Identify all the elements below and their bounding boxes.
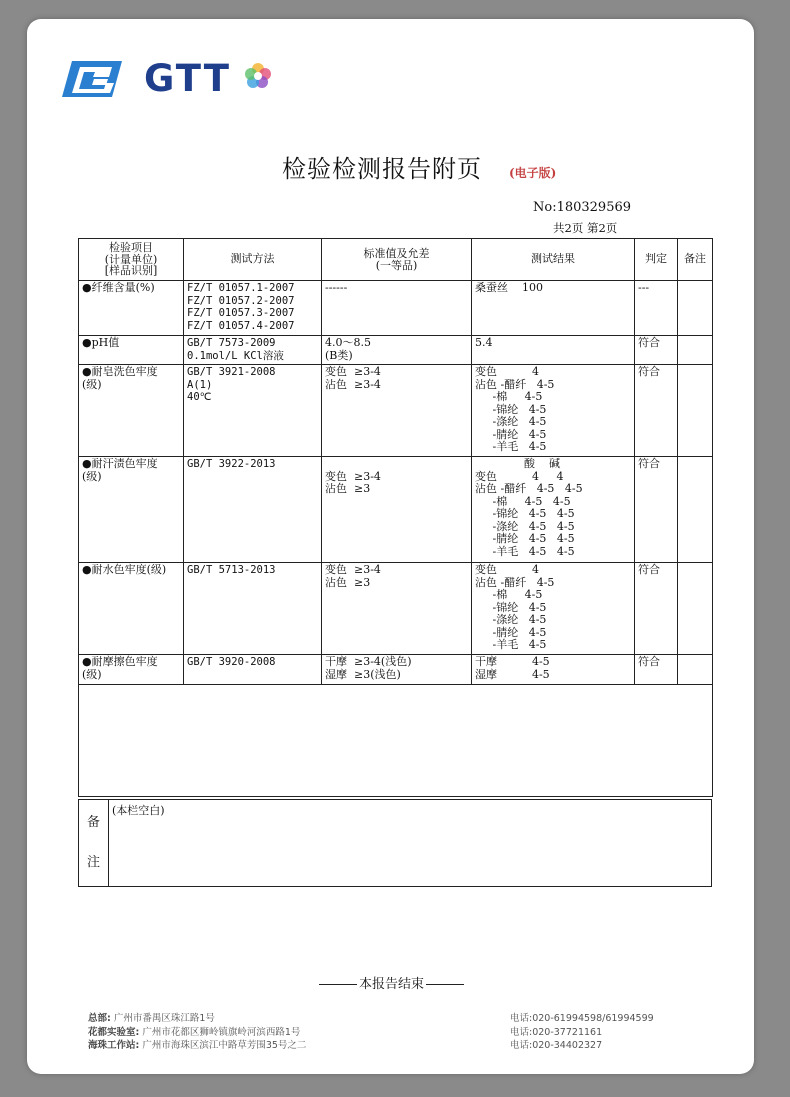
table-row	[79, 563, 713, 655]
table-row	[79, 336, 713, 365]
footer-tel: 电话:020-61994598/61994599	[510, 1013, 654, 1024]
cell-result: 变色 4 沾色 -醋纤 4-5 -棉 4-5 -锦纶 4-5 -涤纶 4-5 -腈纶 4-5 -羊毛 4-5	[472, 365, 635, 457]
footer-tel: 电话:020-37721161	[510, 1026, 603, 1038]
header-standard-line2: (一等品)	[375, 258, 418, 272]
table-row	[79, 655, 713, 685]
cell-result: 酸 碱 变色 4 4 沾色 -醋纤 4-5 4-5 -棉 4-5 4-5 -锦纶 4-5 4-5 -涤纶 4-5 4-5 -腈纶 4-5 4-5 -羊毛 4-5 4-5	[472, 457, 635, 563]
cell-item: ●耐摩擦色牢度 (级)	[79, 655, 184, 685]
header-remark: 备注	[678, 239, 713, 281]
cell-method: GB/T 7573-2009 0.1mol/L KCl溶液	[184, 336, 322, 365]
table-row	[79, 281, 713, 336]
edition-label: (电子版)	[509, 166, 557, 180]
end-line-right	[426, 984, 464, 985]
cell-method: GB/T 5713-2013	[184, 563, 322, 655]
footer-tel: 电话:020-34402327	[510, 1040, 603, 1051]
flower-logo-icon	[244, 62, 272, 90]
cell-judgement: 符合	[635, 457, 678, 563]
cell-remark	[678, 336, 713, 365]
cell-method: GB/T 3922-2013	[184, 457, 322, 563]
results-table	[78, 238, 713, 797]
cell-standard: ------	[322, 281, 472, 336]
end-line-left	[319, 984, 357, 985]
gtt-emblem-icon	[60, 57, 130, 101]
table-row	[79, 365, 713, 457]
blank-cell	[79, 685, 713, 797]
report-end-mark	[317, 973, 466, 992]
cell-method: FZ/T 01057.1-2007 FZ/T 01057.2-2007 FZ/T 01057.3-2007 FZ/T 01057.4-2007	[184, 281, 322, 336]
cell-remark	[678, 457, 713, 563]
cell-result: 5.4	[472, 336, 635, 365]
cell-standard: 变色 ≥3-4 沾色 ≥3	[322, 563, 472, 655]
remarks-table	[78, 799, 712, 887]
footer-label: 海珠工作站:	[88, 1040, 140, 1051]
gtt-logo	[60, 57, 290, 107]
cell-item: ●纤维含量(%)	[79, 281, 184, 336]
footer-row	[88, 1039, 708, 1053]
cell-remark	[678, 563, 713, 655]
report-page	[27, 19, 754, 1074]
cell-standard: 干摩 ≥3-4(浅色) 湿摩 ≥3(浅色)	[322, 655, 472, 685]
logo-text: GTT	[144, 57, 232, 100]
cell-judgement: ---	[635, 281, 678, 336]
table-header-row	[79, 239, 713, 281]
footer-row	[88, 1012, 708, 1026]
cell-remark	[678, 281, 713, 336]
cell-item: ●耐皂洗色牢度 (级)	[79, 365, 184, 457]
cell-judgement: 符合	[635, 365, 678, 457]
header-item-line1: 检验项目	[109, 241, 153, 255]
cell-remark	[678, 655, 713, 685]
cell-method: GB/T 3920-2008	[184, 655, 322, 685]
header-item-line2: (计量单位)	[104, 252, 158, 266]
table-row	[79, 457, 713, 563]
cell-item: ●耐汗渍色牢度 (级)	[79, 457, 184, 563]
footer-label: 总部:	[88, 1013, 111, 1024]
header-standard	[322, 239, 472, 281]
cell-standard: 变色 ≥3-4 沾色 ≥3-4	[322, 365, 472, 457]
header-standard-line1: 标准值及允差	[363, 246, 430, 260]
cell-standard: 4.0～8.5 (B类)	[322, 336, 472, 365]
remarks-label-top: 备	[86, 815, 100, 830]
remarks-label-bottom: 注	[86, 855, 100, 870]
header-method: 测试方法	[184, 239, 322, 281]
cell-judgement: 符合	[635, 655, 678, 685]
footer	[88, 1012, 708, 1053]
remarks-text: (本栏空白)	[109, 800, 712, 887]
cell-result: 干摩 4-5 湿摩 4-5	[472, 655, 635, 685]
cell-standard: 变色 ≥3-4 沾色 ≥3	[322, 457, 472, 563]
footer-address: 广州市海珠区滨江中路草芳围35号之二	[142, 1040, 307, 1051]
report-number: No:180329569	[533, 200, 632, 215]
cell-result: 变色 4 沾色 -醋纤 4-5 -棉 4-5 -锦纶 4-5 -涤纶 4-5 -腈纶 4-5 -羊毛 4-5	[472, 563, 635, 655]
remarks-label	[79, 800, 109, 887]
footer-label: 花都实验室:	[88, 1026, 140, 1038]
cell-judgement: 符合	[635, 563, 678, 655]
cell-method: GB/T 3921-2008 A(1) 40℃	[184, 365, 322, 457]
cell-item: ●耐水色牢度(级)	[79, 563, 184, 655]
header-result: 测试结果	[472, 239, 635, 281]
cell-judgement: 符合	[635, 336, 678, 365]
cell-remark	[678, 365, 713, 457]
page-count: 共2页 第2页	[553, 221, 618, 235]
footer-address: 广州市花都区狮岭镇旗岭河滨西路1号	[142, 1026, 301, 1038]
cell-result: 桑蚕丝 100	[472, 281, 635, 336]
blank-row	[79, 685, 713, 797]
page-title: 检验检测报告附页	[282, 155, 482, 183]
footer-address: 广州市番禺区珠江路1号	[113, 1013, 215, 1024]
footer-row	[88, 1026, 708, 1040]
header-item	[79, 239, 184, 281]
cell-item: ●pH值	[79, 336, 184, 365]
header-judgement: 判定	[635, 239, 678, 281]
header-item-line3: [样品识别]	[104, 264, 158, 278]
end-text: 本报告结束	[359, 977, 425, 992]
